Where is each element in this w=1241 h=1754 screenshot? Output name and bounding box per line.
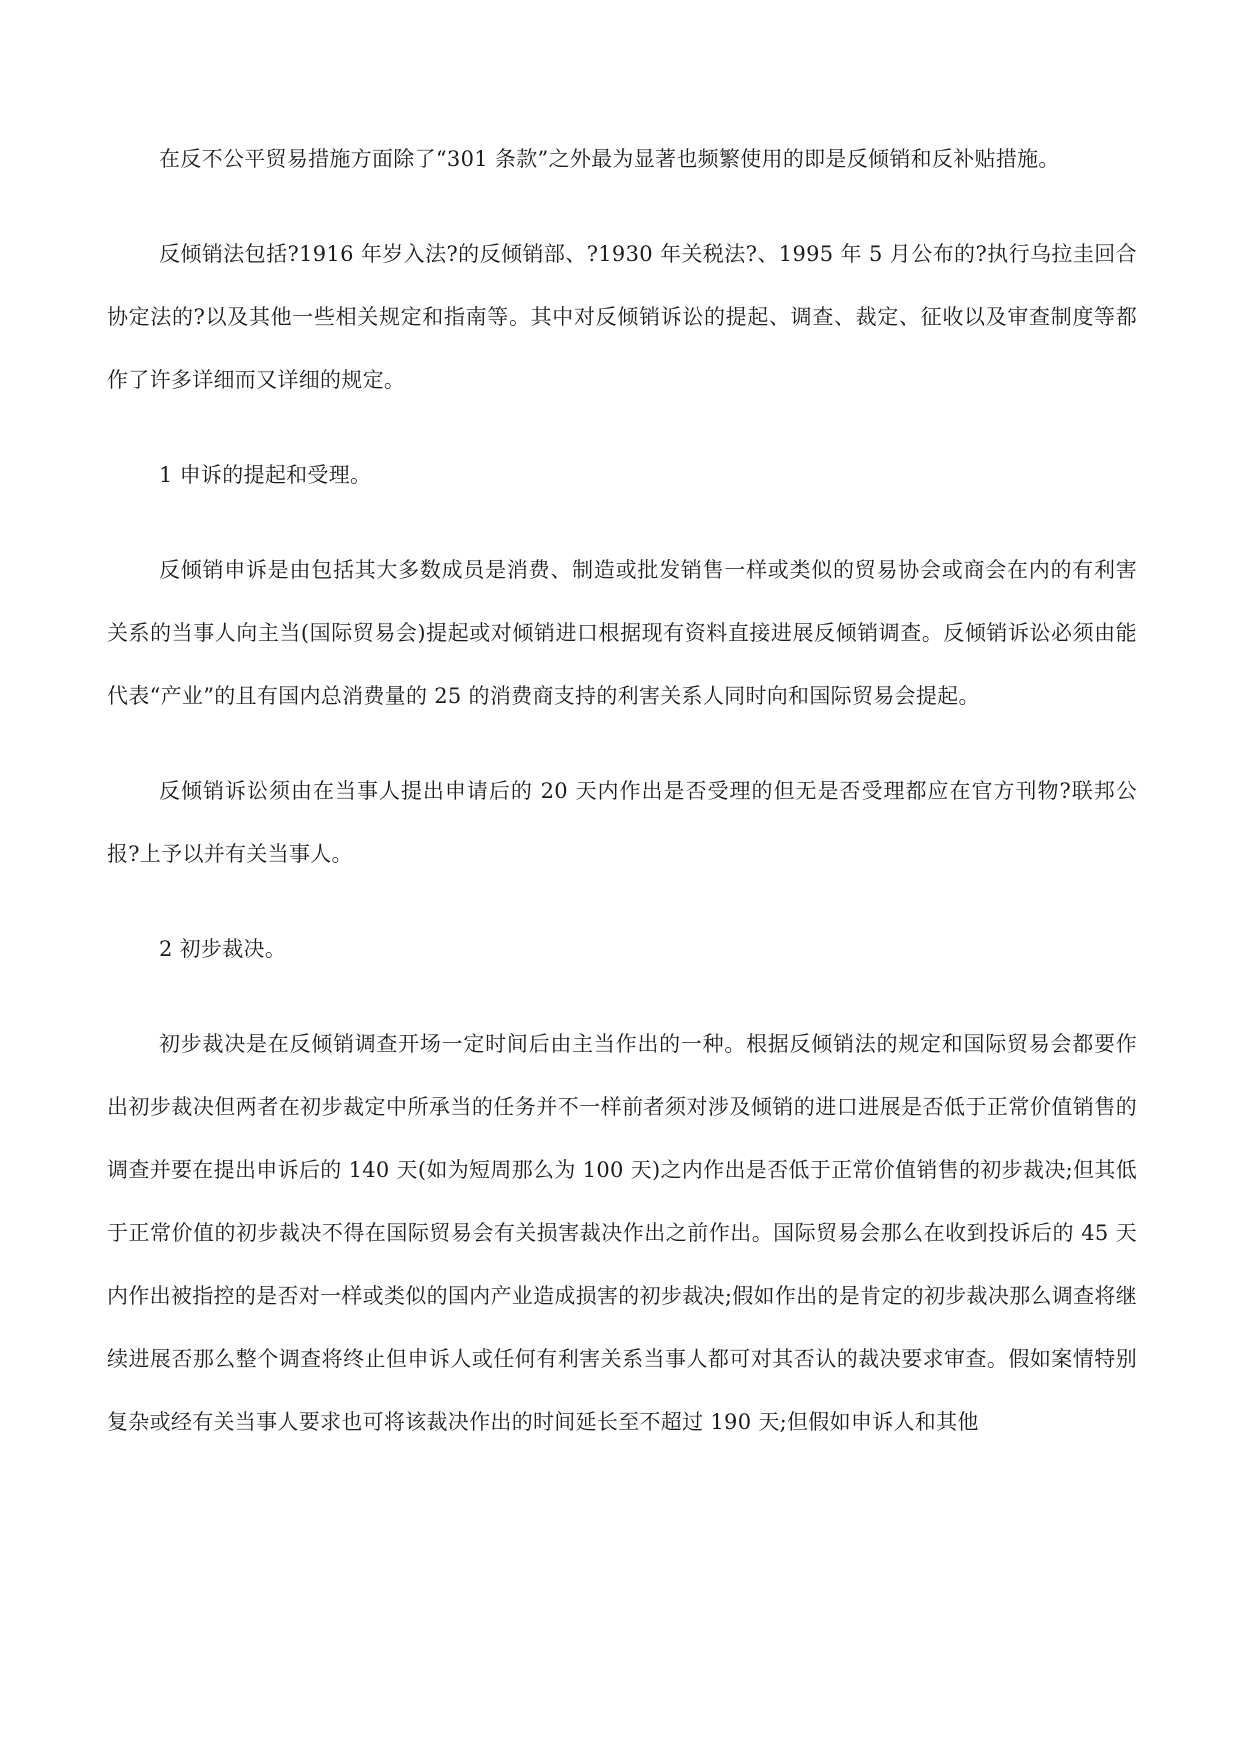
paragraph-intro: 在反不公平贸易措施方面除了“301 条款”之外最为显著也频繁使用的即是反倾销和反补贴措施。 bbox=[159, 147, 1060, 171]
section-heading-filing: 1 申诉的提起和受理。 bbox=[159, 463, 372, 487]
paragraph-petition: 反倾销申诉是由包括其大多数成员是消费、制造或批发销售一样或类似的贸易协会或商会在内的有利害关系的当事人向主当(国际贸易会)提起或对倾销进口根据现有资料直接进展反倾销调查。反倾销诉讼必须由能代表“产业”的且有国内总消费量的 25 的消费商支持的利害关系人同时向和国际贸易会提起。 bbox=[107, 558, 1137, 708]
section-heading-preliminary: 2 初步裁决。 bbox=[159, 937, 287, 961]
paragraph-preliminary-ruling: 初步裁决是在反倾销调查开场一定时间后由主当作出的一种。根据反倾销法的规定和国际贸易会都要作出初步裁决但两者在初步裁定中所承当的任务并不一样前者须对涉及倾销的进口进展是否低于正常价值销售的调查并要在提出申诉后的 140 天(如为短周那么为 100 天)之内作出是否低于正常价值销售的初步裁决;但其低于正常价值的初步裁决不得在国际贸易会有关损害裁决作出之前作出。国际贸易会那么在收到投诉后的 45 天内作出被指控的是否对一样或类似的国内产业造成损害的初步裁决;假如作出的是肯定的初步裁决那么调查将继续进展否那么整个调查将终止但申诉人或任何有利害关系当事人都可对其否认的裁决要求审查。假如案情特别复杂或经有关当事人要求也可将该裁决作出的时间延长至不超过 190 天;但假如申诉人和其他 bbox=[107, 1032, 1137, 1434]
paragraph-acceptance: 反倾销诉讼须由在当事人提出申请后的 20 天内作出是否受理的但无是否受理都应在官方刊物?联邦公报?上予以并有关当事人。 bbox=[107, 779, 1137, 866]
document-body bbox=[107, 128, 1137, 1486]
paragraph-antidumping-law: 反倾销法包括?1916 年岁入法?的反倾销部、?1930 年关税法?、1995 年 5 月公布的?执行乌拉圭回合协定法的?以及其他一些相关规定和指南等。其中对反倾销诉讼的提起、调查、裁定、征收以及审查制度等都作了许多详细而又详细的规定。 bbox=[107, 242, 1137, 392]
